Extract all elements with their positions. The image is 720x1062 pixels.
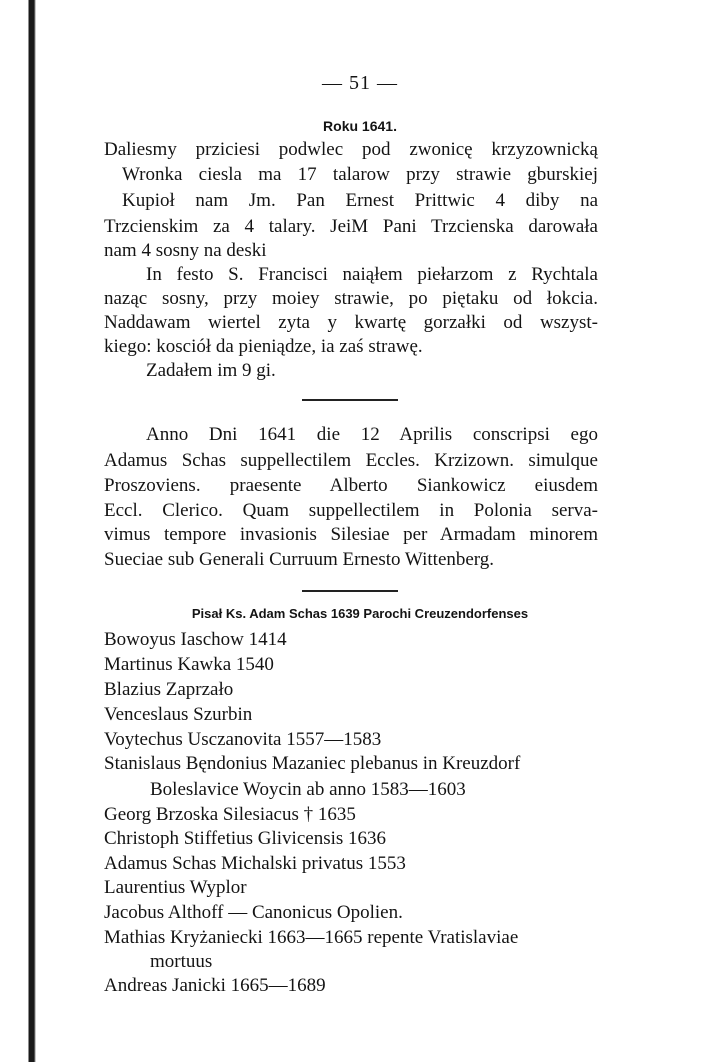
text-line: Trzcienskim za 4 talary. JeiM Pani Trzcienska darowała — [104, 216, 598, 237]
list-item: Mathias Kryżaniecki 1663—1665 repente Vratislaviae — [104, 927, 519, 948]
list-item: Bowoyus Iaschow 1414 — [104, 629, 287, 650]
text-line: Sueciae sub Generali Curruum Ernesto Wittenberg. — [104, 549, 495, 570]
text-line: Eccl. Clerico. Quam suppellectilem in Polonia serva- — [104, 500, 598, 521]
text-line: Anno Dni 1641 die 12 Aprilis conscripsi ego — [146, 424, 598, 445]
text-line: Daliesmy prziciesi podwlec pod zwonicę krzyzownicką — [104, 139, 598, 160]
list-item: Jacobus Althoff — Canonicus Opolien. — [104, 902, 403, 923]
list-item: Christoph Stiffetius Glivicensis 1636 — [104, 828, 387, 849]
text-line: vimus tempore invasionis Silesiae per Armadam minorem — [104, 524, 598, 545]
text-line: Kupioł nam Jm. Pan Ernest Prittwic 4 diby na — [122, 190, 598, 211]
list-item: Stanislaus Bęndonius Mazaniec plebanus in Kreuzdorf — [104, 753, 521, 774]
text-line: In festo S. Francisci naiąłem piełarzom z Rychtala — [146, 264, 598, 285]
section-heading: Roku 1641. — [323, 118, 397, 134]
list-item: Venceslaus Szurbin — [104, 704, 253, 725]
list-item: Adamus Schas Michalski privatus 1553 — [104, 853, 406, 874]
list-item: Laurentius Wyplor — [104, 877, 247, 898]
text-line: Naddawam wiertel zyta y kwartę gorzałki od wszyst- — [104, 312, 598, 333]
text-line: nam 4 sosny na deski — [104, 240, 267, 261]
list-item: Andreas Janicki 1665—1689 — [104, 975, 326, 996]
list-item: Martinus Kawka 1540 — [104, 654, 274, 675]
page-binding-edge — [0, 0, 36, 1062]
list-item: mortuus — [150, 951, 213, 972]
list-item: Georg Brzoska Silesiacus † 1635 — [104, 804, 356, 825]
text-line: Adamus Schas suppellectilem Eccles. Krzizown. simulque — [104, 450, 598, 471]
list-item: Blazius Zaprzało — [104, 679, 234, 700]
text-line: kiego: kosciół da pieniądze, ia zaś strawę. — [104, 336, 423, 357]
list-item: Boleslavice Woycin ab anno 1583—1603 — [150, 779, 466, 800]
text-line: Proszoviens. praesente Alberto Siankowicz eiusdem — [104, 475, 598, 496]
divider — [302, 590, 398, 592]
text-line: Zadałem im 9 gi. — [146, 360, 276, 381]
signature-line: Pisał Ks. Adam Schas 1639 Parochi Creuzendorfenses — [191, 606, 529, 621]
list-item: Voytechus Usczanovita 1557—1583 — [104, 729, 382, 750]
text-line: Wronka ciesla ma 17 talarow przy strawie gburskiej — [122, 164, 598, 185]
divider — [302, 399, 398, 401]
text-line: naząc sosny, przy moiey strawie, po piętaku od łokcia. — [104, 288, 598, 309]
page-number: — 51 — — [322, 72, 398, 94]
